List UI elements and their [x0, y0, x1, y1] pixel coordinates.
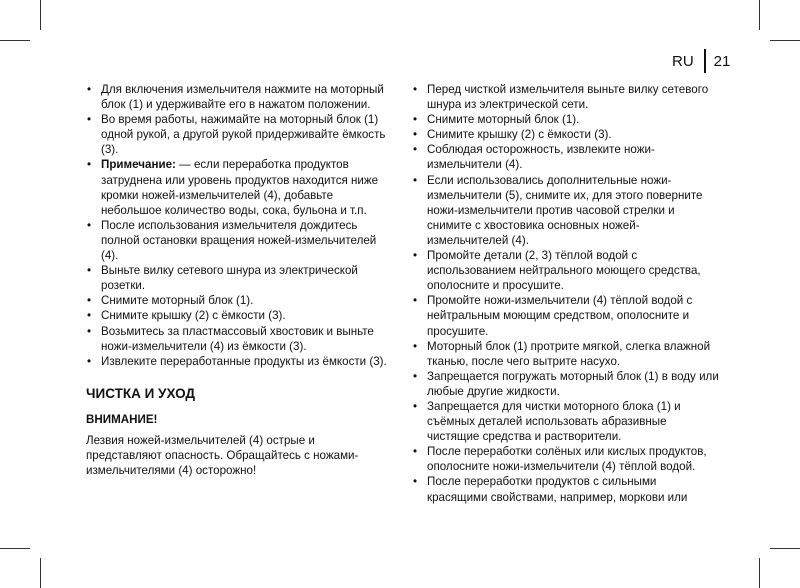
list-item: • Снимите крышку (2) с ёмкости (3). — [86, 308, 388, 323]
section-title: ЧИСТКА И УХОД — [86, 385, 196, 401]
cleaning-list — [412, 82, 720, 505]
crop-mark-right-bottom — [770, 548, 800, 549]
crop-mark-bottom-left — [40, 558, 41, 588]
list-item: • Перед чисткой измельчителя выньте вилку сетевого шнура из электрической сети. — [412, 82, 720, 112]
list-item: • Моторный блок (1) протрите мягкой, слегка влажной тканью, после чего вытрите насухо. — [412, 339, 720, 369]
left-column — [86, 82, 388, 478]
warning-title: ВНИМАНИЕ! — [86, 412, 158, 426]
list-item-note: • Примечание: — если переработка продуктов затруднена или уровень продуктов находится ниже кромки ножей-измельчителей (4), добавьте небольшое количество воды, сока, бульона и т.п. — [86, 157, 388, 217]
header-divider — [704, 49, 706, 73]
language-label: RU — [672, 52, 694, 70]
list-item: • После переработки солёных или кислых продуктов, ополосните ножи-измельчители (4) тёплой водой. — [412, 444, 720, 474]
list-item: • Запрещается погружать моторный блок (1) в воду или любые другие жидкости. — [412, 369, 720, 399]
list-item: • Промойте ножи-измельчители (4) тёплой водой с нейтральным моющим средством, ополосните и просушите. — [412, 293, 720, 338]
list-item: • Снимите моторный блок (1). — [412, 112, 720, 127]
page-number: 21 — [713, 52, 731, 70]
page-header — [672, 50, 730, 72]
list-item: • Снимите крышку (2) с ёмкости (3). — [412, 127, 720, 142]
list-item: • Извлеките переработанные продукты из ёмкости (3). — [86, 354, 388, 369]
crop-mark-bottom-right — [759, 558, 760, 588]
right-column — [412, 82, 720, 505]
list-item: • Снимите моторный блок (1). — [86, 293, 388, 308]
list-item: • После использования измельчителя дождитесь полной остановки вращения ножей-измельчителей (4). — [86, 218, 388, 263]
crop-mark-left-top — [0, 40, 30, 41]
list-item: • Если использовались дополнительные ножи-измельчители (5), снимите их, для этого поверните ножи-измельчители против часовой стрелки и снимите с хвостовика основных ножей-измельчителей (4). — [412, 173, 720, 248]
crop-mark-right-top — [770, 40, 800, 41]
crop-mark-left-bottom — [0, 548, 30, 549]
list-item: • Возьмитесь за пластмассовый хвостовик и выньте ножи-измельчители (4) из ёмкости (3). — [86, 324, 388, 354]
list-item: • Для включения измельчителя нажмите на моторный блок (1) и удерживайте его в нажатом положении. — [86, 82, 388, 112]
crop-mark-top-left — [40, 0, 41, 30]
warning-text: Лезвия ножей-измельчителей (4) острые и представляют опасность. Обращайтесь с ножами-измельчителями (4) осторожно! — [86, 433, 359, 478]
list-item: • Во время работы, нажимайте на моторный блок (1) одной рукой, а другой рукой придерживайте ёмкость (3). — [86, 112, 388, 157]
list-item: • Выньте вилку сетевого шнура из электрической розетки. — [86, 263, 388, 293]
crop-mark-top-right — [759, 0, 760, 30]
note-label: Примечание: — [101, 158, 176, 172]
list-item: • Запрещается для чистки моторного блока (1) и съёмных деталей использовать абразивные чистящие средства и растворители. — [412, 399, 720, 444]
list-item: • Соблюдая осторожность, извлеките ножи-измельчители (4). — [412, 142, 720, 172]
list-item: • После переработки продуктов с сильными красящими свойствами, например, моркови или — [412, 474, 720, 504]
list-item: • Промойте детали (2, 3) тёплой водой с использованием нейтрального моющего средства, ополосните и просушите. — [412, 248, 720, 293]
instruction-list — [86, 82, 388, 369]
